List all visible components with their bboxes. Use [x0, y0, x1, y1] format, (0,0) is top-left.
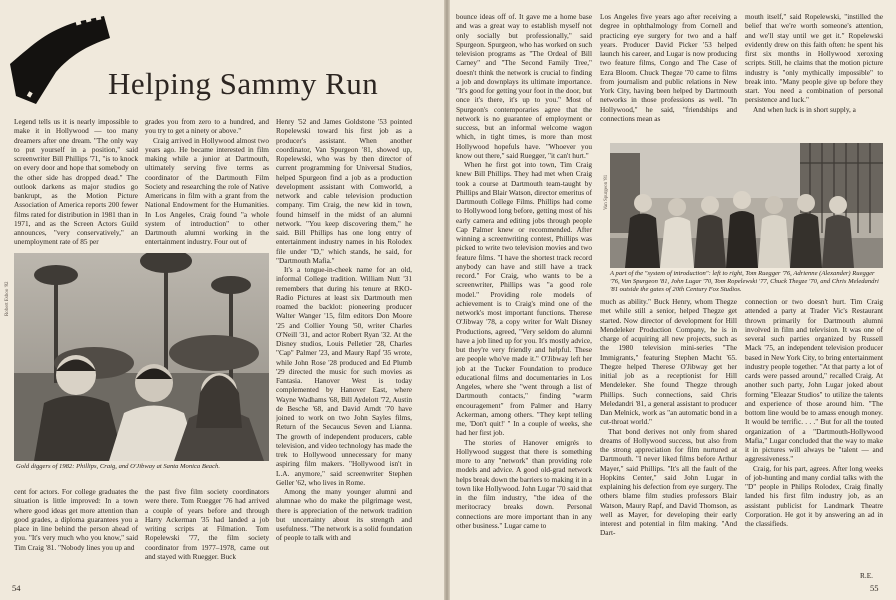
right-column-2-bottom — [600, 297, 737, 582]
left-page — [0, 0, 444, 600]
group-photo — [610, 143, 883, 268]
paragraph: Craig arrived in Hollywood almost two years ago. He became interested in film making while a junior at Dartmouth, ultimately serving five terms as coordinator of the Dartmouth Film Society and researching the role of Native Americans in film with a grant from the National Endowment for the Humanities. In Los Angeles, Craig found "a whole system of introduction" to other Dartmouth alumni working in the entertainment industry. Four out of — [145, 135, 269, 247]
paragraph: It's a tongue-in-cheek name for an old, informal College tradition. William Nutt '31 remembers that during his tenure at RKO-Radio Pictures at least six Dartmouth men roamed the backlot: pioneering producer Walter Wanger '15, film editors Don Moore '25 and Collier Young '50, writer Charles O'Neill '31, and actor Robert Ryan '32. At the Disney studios, Louis Pelletier '28, Charles "Cap" Palmer '23, and Maury Rapf '35 wrote, while John Rose '28 produced and Ed Plumb '29 directed the music for such movies as Fantasia. Hanover West is today complemented by Hanover East, where Wayne Wadhams '68, Bill Aydelott '72, Austin de Besche '68, and David Arndt '70 have joined to work on two John Sayles films, Return of the Secaucus Seven and Lianna. The growth of independent producers, cable television, and video technology has made the trek to Hollywood unnecessary for many aspiring film makers. "Hollywood isn't in L.A. anymore," said screenwriter Stephen Geller '62, who lives in Rome. — [276, 265, 412, 487]
right-photo-caption: A part of the "system of introduction": left to right, Tom Ruegger '76, Adrienne (Alexander) Ruegger '76, Van Spurgeon '81, John Lugar '70, Tom Ropelewski '77, Chuck Thegze '70, and Chris Meledandri '81 outside the gates of 20th Century Fox Studios. — [610, 270, 879, 294]
paragraph: connection or two doesn't hurt. Tim Craig attended a party at Trader Vic's Restaurant thrown primarily for Dartmouth alumni involved in film and television. It was one of several such parties organized by Russell Mack '75, an independent television producer based in New York City, to bring entertainment industry people together. "At that party a lot of cards were passed around," recalled Craig. At another such party, John Lugar joked about forming "Eleazar Studios" to utilize the talents and experience of those around him. "The bottom line would be to amass enough money. It would be terrific. . . ." But for all the touted organization of a "Dartmouth-Hollywood Mafia," Lugar concluded that the way to make it in pictures will always be "talent — and aggressiveness." — [745, 297, 883, 464]
paragraph: bounce ideas off of. It gave me a home base and was a great way to establish myself not only socially but professionally," said Spurgeon. Spurgeon, who has worked on such television programs as "The Ordeal of Bill Carney" and "The Second Family Tree," doesn't think the network is crucial to finding a job and downplays its ultimate importance. "It's good for getting your foot in the door, but once it's there, it's up to you." Most of Spurgeon's contemporaries agree that the network is no guarantee of employment or success, but an informal welcome wagon which, in tight times, is more than most Hollywood hopefuls have. "Whoever you know out there," said Ruegger, "it can't hurt." — [456, 12, 592, 160]
film-strip-icon — [6, 12, 116, 122]
paragraph: Los Angeles five years ago after receiving a degree in ophthalmology from Cornell and practicing eye surgery for two and a half years. Producer David Picker '53 helped launch his career, and Lugar is now producing two feature films, Congo and The Case of Ezra Bloom. Chuck Thegze '70 came to films from journalism and public relations in New York City, having been helped by Dartmouth networks in those professions as well. "In Hollywood," he said, "friendships and connections mean as — [600, 12, 737, 123]
paragraph: That bond derives not only from shared dreams of Hollywood success, but also from the strong appreciation for film nurtured at Dartmouth. "I never liked films before Arthur Mayer," said Phillips. "It's all the fault of the Hopkins Center," said John Lugar in explaining his defection from eye surgery. The others blame film studies professors Blair Watson, Maury Rapf, and David Thomson, as well as Mayer, for developing their early interest and potential in film making. "And Dart- — [600, 426, 737, 538]
right-column-1 — [456, 12, 592, 582]
article-headline: Helping Sammy Run — [108, 66, 379, 101]
paragraph: Legend tells us it is nearly impossible to make it in Hollywood — too many dreamers after one dream. "The only way to put yourself in a position," said screenwriter Bill Phillips '71, "is to knock on every door and hope that somebody on the other side has dropped dead." The outlook darkens as major studios go bankrupt, as the Motion Picture Association of America reports 200 fewer films rated for distribution in 1981 than in 1971, and as the Screen Actors Guild announces, "very conservatively," an unemployment rate of 85 per — [14, 117, 138, 247]
right-photo-credit: Van Spurgeon '81 — [604, 174, 609, 210]
left-column-2-top — [145, 117, 269, 250]
paragraph: the past five film society coordinators were there. Tom Ruegger '76 had arrived a couple of years before and through Harry Ackerman '35 had landed a job writing scripts at Filmation. Tom Ropelewski '77, the film society coordinator from 1977–1978, came out and stayed with Ruegger. Buck — [145, 487, 269, 561]
left-column-2-bottom — [145, 487, 269, 581]
right-page — [450, 0, 896, 600]
paragraph: Henry '52 and James Goldstone '53 pointed Ropelewski toward his first job as a producer's assistant. When another coordinator, Van Spurgeon '81, showed up, Ropelewski, who was by then director of current programming for Universal Studios, helped Spurgeon find a job as a production development assistant with Comworld, a network and cable television production company. Tim Craig, the new kid in town, found himself in the midst of an alumni network. "You keep discovering them," he said. Bill Phillips has one long entry of entertainment industry names in his Rolodex file under "D," which stands, he said, for "Dartmouth Mafia." — [276, 117, 412, 265]
paragraph: Among the many younger alumni and alumnae who do make the pilgrimage west, there is appreciation of the network tradition but uncertainty about its strength and usefulness. "The network is a solid foundation of people to talk with and — [276, 487, 412, 543]
paragraph: much as ability." Buck Henry, whom Thegze met while still a senior, helped Thegze get started. Now director of development for Hill Mendeleker Production Company, he is in charge of acquiring all new projects, such as the 1980 television mini-series "The Immigrants," featuring Stephen Macht '65. Thegze helped Therese O'Jibway get her initial job as a receptionist for Hill Mendeleker. She found Thegze through Phillips. Such connections, said Chris Meledandri '81, a general assistant to producer Dan Melnick, work as "an automatic bond in a cut-throat world." — [600, 297, 737, 427]
paragraph: cent for actors. For college graduates the situation is little improved: In a town where good ideas get more attention than good grades, a diploma guarantees you a place in line behind the person ahead of you. "It's very much who you know," said Tim Craig '81. "Nobody lines you up and — [14, 487, 138, 552]
paragraph: grades you from zero to a hundred, and you try to get a ninety or above." — [145, 117, 269, 136]
left-column-3 — [276, 117, 412, 582]
author-initials: R.E. — [860, 571, 873, 580]
left-photo-caption: Gold diggers of 1982: Phillips, Craig, and O'Jibway at Santa Monica Beach. — [16, 463, 220, 470]
page-number-left: 54 — [12, 583, 21, 593]
paragraph: When he first got into town, Tim Craig knew Bill Phillips. They had met when Craig took a course at Dartmouth team-taught by Phillips and Blair Watson, director emeritus of Dartmouth College Films. Phillips had come to Hollywood long before, getting most of his early camera and editing jobs through people Cap Palmer knew or recommended. After winning a screenwriting contest, Phillips was picked to write two television movies and two feature films. "I have the shortest track record anybody can have and still have a track record." For Craig, who wants to be a screenwriter, Phillips was "a good role model." Providing role models of achievement is to Craig's mind one of the network's most important functions. Therese O'Jibway '78, a copy writer for Walt Disney Productions, agreed, "Very seldom do alumni have a job lined up for you. It's mostly advice, but they're very friendly and helpful. These are people who've made it." O'Jibway left her job at the Tucker Foundation to produce educational films and documentaries in Los Angeles, where she "went through a list of Dartmouth contacts," finding "warm encouragement" from Palmer and Harry Ackerman, among others. "They kept telling me, 'Don't quit!' " In a couple of weeks, she had her first job. — [456, 160, 592, 438]
paragraph: mouth itself," said Ropelewski, "instilled the belief that we're worth someone's attention, and we'll stay until we get it." Ropelewski evidently drew on this faith often: he spent his first six months in Hollywood xeroxing scripts. Still, he claims that the motion picture industry is "only mythically impossible" to break into. "Many people give up before they start. You need a combination of personal persistence and luck." — [745, 12, 883, 105]
paragraph: Craig, for his part, agrees. After long weeks of job-hunting and many cordial talks with the "D" people in Philips Rolodex, Craig finally landed his first film industry job, as an assistant publicist for Landmark Theatre Corporation. He got it by answering an ad in the classifieds. — [745, 463, 883, 528]
left-photo-credit: Robert Eshoo '82 — [5, 281, 10, 316]
right-column-2-top — [600, 12, 737, 140]
beach-photo — [14, 253, 269, 461]
paragraph: And when luck is in short supply, a — [753, 104, 856, 114]
right-column-3-top — [745, 12, 883, 140]
right-column-3-bottom — [745, 297, 883, 567]
paragraph: The stories of Hanover emigrés to Hollywood suggest that there is something more to any "network" than providing role models and advice. A good old-grad network helps break down the barriers to making it in a town like Hollywood. John Lugar '70 said that in the film industry, "the idea of the meritocracy breaks down. Personal connections are more important than in any other business." Lugar came to — [456, 437, 592, 530]
page-number-right: 55 — [870, 583, 879, 593]
left-column-1-bottom — [14, 487, 138, 581]
left-column-1-top — [14, 117, 138, 250]
